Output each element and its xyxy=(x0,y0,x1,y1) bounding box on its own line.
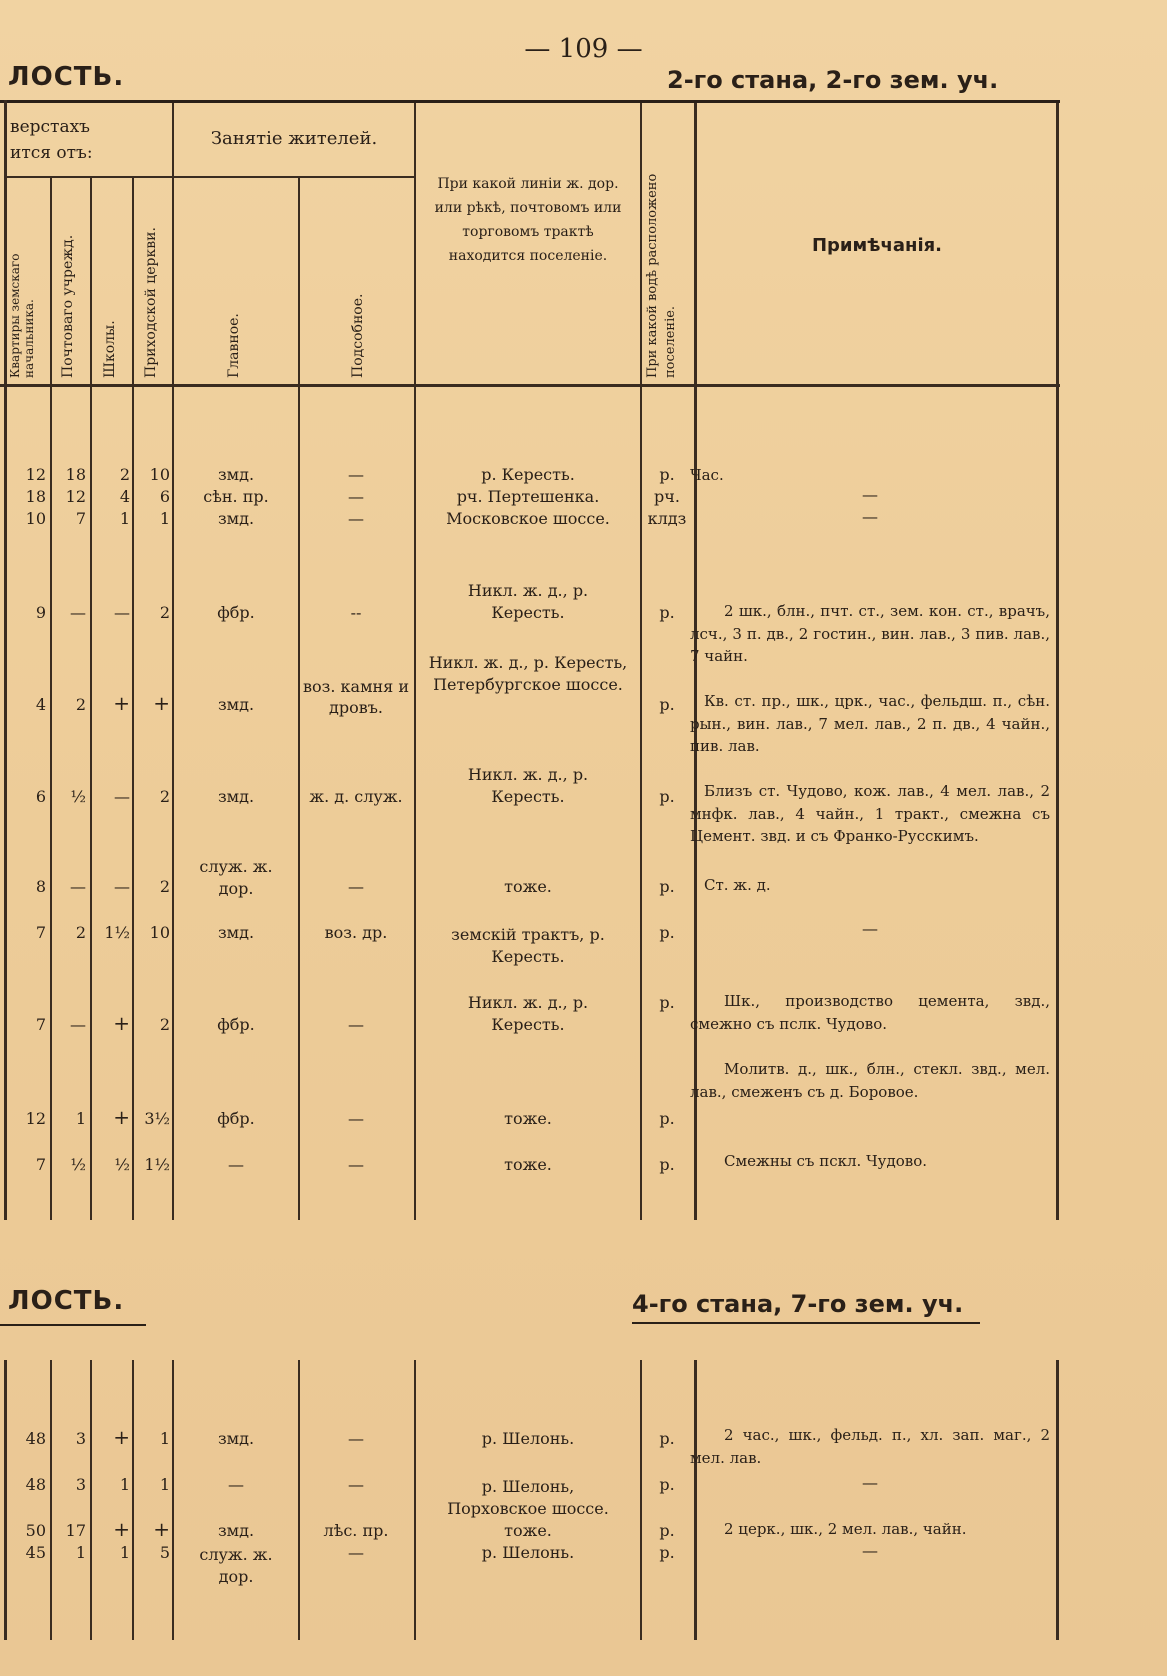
cell-line: тоже. xyxy=(504,1109,552,1128)
cell-pocht: 2 xyxy=(75,923,86,942)
cell-prih: 10 xyxy=(149,923,170,942)
cell-pocht: 1 xyxy=(75,1109,86,1128)
cell-prih: + xyxy=(153,1517,170,1541)
cell-water: клдз xyxy=(647,509,687,528)
cell-pocht: 17 xyxy=(65,1521,86,1540)
cell-shkol: 1 xyxy=(119,509,130,528)
col-divider xyxy=(172,1360,174,1640)
col-divider xyxy=(172,103,174,1220)
cell-pocht: 3 xyxy=(75,1429,86,1448)
section2-left-title: ЛОСТЬ. xyxy=(8,1286,125,1316)
section2-right-title: 4-го стана, 7-го зем. уч. xyxy=(632,1290,964,1318)
cell-water: р. xyxy=(659,603,675,622)
cell-kvart: 50 xyxy=(25,1521,46,1540)
cell-main: служ. ж. дор. xyxy=(199,1545,273,1586)
cell-water: р. xyxy=(659,695,675,714)
cell-line: Московское шоссе. xyxy=(446,509,610,528)
cell-sub: — xyxy=(348,1109,364,1128)
cell-kvart: 12 xyxy=(25,465,46,484)
cell-prih: 2 xyxy=(159,1015,170,1034)
cell-prih: 1 xyxy=(159,509,170,528)
cell-prih: 1½ xyxy=(144,1155,170,1174)
cell-pocht: 1 xyxy=(75,1543,86,1562)
section1-left-title: ЛОСТЬ. xyxy=(8,62,125,92)
cell-prih: 5 xyxy=(159,1543,170,1562)
cell-prih: 2 xyxy=(159,787,170,806)
cell-line: Никл. ж. д., р. Кересть. xyxy=(467,581,589,622)
cell-note: 2 час., шк., фельд. п., хл. зап. маг., 2 мел. лав. xyxy=(690,1426,1050,1467)
cell-prih: 1 xyxy=(159,1475,170,1494)
cell-water: р. xyxy=(659,1155,675,1174)
cell-main: сѣн. пр. xyxy=(203,487,269,506)
col-divider xyxy=(694,1360,697,1640)
cell-pocht: 18 xyxy=(65,465,86,484)
header-notes: Примѣчанія. xyxy=(811,235,943,256)
table-right-border xyxy=(1056,103,1059,1220)
cell-line: р. Шелонь. xyxy=(481,1543,575,1562)
cell-water: рч. xyxy=(654,487,680,506)
col-divider xyxy=(640,103,642,1220)
cell-note: Молитв. д., шк., блн., стекл. звд., мел. лав., смеженъ съ д. Боровое. xyxy=(690,1060,1050,1101)
cell-shkol: + xyxy=(113,1011,130,1035)
table-left-border xyxy=(4,100,7,1220)
cell-kvart: 48 xyxy=(25,1475,46,1494)
header-divider xyxy=(6,176,172,178)
col-divider xyxy=(640,1360,642,1640)
cell-pocht: — xyxy=(70,877,86,896)
cell-kvart: 18 xyxy=(25,487,46,506)
cell-main: змд. xyxy=(217,1521,255,1540)
header-distance-line2: ится отъ: xyxy=(10,143,93,163)
cell-main: змд. xyxy=(217,1429,255,1448)
cell-kvart: 45 xyxy=(25,1543,46,1562)
header-kvartiry: Квартиры земскаго начальника. xyxy=(8,253,36,378)
cell-pocht: — xyxy=(70,603,86,622)
header-occupation: Занятіе жителей. xyxy=(210,128,378,149)
cell-main: служ. ж. дор. xyxy=(199,857,273,898)
cell-line: р. Кересть. xyxy=(481,465,575,484)
cell-note: Близъ ст. Чудово, кож. лав., 4 мел. лав., 2 мнфк. лав., 4 чайн., 1 тракт., смежна съ Цемент. звд. и съ Франко-Русскимъ. xyxy=(690,782,1050,845)
cell-line: тоже. xyxy=(504,877,552,896)
cell-main: змд. xyxy=(217,509,255,528)
cell-note: — xyxy=(862,1473,878,1492)
cell-line: Никл. ж. д., р. Кересть, Петербургское шоссе. xyxy=(428,653,628,694)
cell-kvart: 4 xyxy=(35,695,46,714)
section1-top-rule xyxy=(0,100,1060,103)
cell-kvart: 7 xyxy=(35,1155,46,1174)
cell-note: — xyxy=(862,507,878,526)
cell-sub: — xyxy=(348,1429,364,1448)
cell-water: р. xyxy=(659,993,675,1012)
col-divider xyxy=(50,1360,52,1640)
cell-note: Кв. ст. пр., шк., црк., час., фельдш. п., сѣн. рын., вин. лав., 7 мел. лав., 2 п. дв., 4 чайн., пив. лав. xyxy=(690,692,1050,755)
cell-note: Час. xyxy=(690,466,724,484)
cell-sub: лѣс. пр. xyxy=(323,1521,389,1540)
cell-shkol: — xyxy=(114,603,130,622)
header-shkoly: Школы. xyxy=(102,320,118,378)
cell-main: — xyxy=(228,1475,244,1494)
cell-prih: 2 xyxy=(159,603,170,622)
cell-prih: + xyxy=(153,691,170,715)
cell-sub: воз. камня и дровъ. xyxy=(302,677,410,717)
header-prihodskoi: Приходской церкви. xyxy=(143,227,159,378)
table2-right-border xyxy=(1056,1360,1059,1640)
header-pochtovago: Почтоваго учрежд. xyxy=(60,234,76,378)
cell-note: 2 шк., блн., пчт. ст., зем. кон. ст., врачъ, лсч., 3 п. дв., 2 гостин., вин. лав., 3 пив. лав., 7 чайн. xyxy=(690,602,1050,665)
cell-main: змд. xyxy=(217,695,255,714)
cell-kvart: 10 xyxy=(25,509,46,528)
cell-shkol: 1 xyxy=(119,1543,130,1562)
cell-pocht: 2 xyxy=(75,695,86,714)
cell-shkol: 4 xyxy=(119,487,130,506)
page-number: — 109 — xyxy=(524,34,643,64)
header-line: При какой линіи ж. дор. или рѣкѣ, почтовомъ или торговомъ трактѣ находится поселеніе. xyxy=(434,176,622,264)
cell-prih: 3½ xyxy=(144,1109,170,1128)
cell-note: — xyxy=(862,485,878,504)
cell-main: змд. xyxy=(217,787,255,806)
cell-note: — xyxy=(862,1541,878,1560)
cell-water: р. xyxy=(659,1521,675,1540)
table2-left-border xyxy=(4,1360,7,1640)
col-divider xyxy=(414,103,416,1220)
cell-note: 2 церк., шк., 2 мел. лав., чайн. xyxy=(724,1520,967,1538)
cell-main: фбр. xyxy=(217,1109,255,1128)
cell-kvart: 12 xyxy=(25,1109,46,1128)
cell-shkol: + xyxy=(113,691,130,715)
cell-pocht: — xyxy=(70,1015,86,1034)
header-distance-line1: верстахъ xyxy=(10,117,90,137)
cell-water: р. xyxy=(659,923,675,942)
header-water: При какой водѣ расположено поселеніе. xyxy=(645,173,678,378)
section2-left-rule xyxy=(0,1324,146,1326)
cell-kvart: 48 xyxy=(25,1429,46,1448)
header-glavnoe: Главное. xyxy=(226,313,242,378)
cell-shkol: ½ xyxy=(114,1155,130,1174)
cell-sub: — xyxy=(348,509,364,528)
cell-water: р. xyxy=(659,1429,675,1448)
cell-sub: — xyxy=(348,1015,364,1034)
header-bottom-rule xyxy=(0,384,1060,387)
cell-water: р. xyxy=(659,465,675,484)
col-divider xyxy=(132,1360,134,1640)
cell-sub: — xyxy=(348,487,364,506)
cell-main: фбр. xyxy=(217,603,255,622)
cell-prih: 2 xyxy=(159,877,170,896)
cell-shkol: — xyxy=(114,877,130,896)
cell-water: р. xyxy=(659,787,675,806)
cell-sub: — xyxy=(348,1543,364,1562)
cell-water: р. xyxy=(659,1475,675,1494)
cell-pocht: 12 xyxy=(65,487,86,506)
cell-sub: -- xyxy=(350,603,362,622)
cell-kvart: 7 xyxy=(35,923,46,942)
cell-line: рч. Пертешенка. xyxy=(456,487,600,506)
col-divider xyxy=(90,1360,92,1640)
cell-pocht: ½ xyxy=(70,787,86,806)
cell-sub: — xyxy=(348,1155,364,1174)
cell-shkol: + xyxy=(113,1517,130,1541)
cell-water: р. xyxy=(659,1543,675,1562)
cell-shkol: 1 xyxy=(119,1475,130,1494)
cell-note: Шк., производство цемента, звд., смежно съ пслк. Чудово. xyxy=(690,992,1050,1033)
cell-note: Смежны съ пскл. Чудово. xyxy=(724,1152,928,1170)
cell-water: р. xyxy=(659,1109,675,1128)
col-divider xyxy=(414,1360,416,1640)
cell-shkol: 2 xyxy=(119,465,130,484)
cell-main: — xyxy=(228,1155,244,1174)
cell-main: фбр. xyxy=(217,1015,255,1034)
cell-line: Никл. ж. д., р. Кересть. xyxy=(467,993,589,1034)
section2-right-rule xyxy=(632,1322,980,1324)
cell-sub: ж. д. служ. xyxy=(309,787,403,806)
cell-note: Ст. ж. д. xyxy=(704,876,771,894)
cell-prih: 10 xyxy=(149,465,170,484)
cell-sub: воз. др. xyxy=(324,923,388,942)
cell-prih: 1 xyxy=(159,1429,170,1448)
cell-pocht: 3 xyxy=(75,1475,86,1494)
cell-shkol: + xyxy=(113,1105,130,1129)
cell-pocht: ½ xyxy=(70,1155,86,1174)
cell-line: тоже. xyxy=(504,1155,552,1174)
cell-kvart: 9 xyxy=(35,603,46,622)
cell-line: тоже. xyxy=(504,1521,552,1540)
cell-sub: — xyxy=(348,1475,364,1494)
cell-water: р. xyxy=(659,877,675,896)
cell-main: змд. xyxy=(217,465,255,484)
header-divider xyxy=(172,176,414,178)
header-podsobnoe: Подсобное. xyxy=(350,293,366,378)
cell-kvart: 7 xyxy=(35,1015,46,1034)
cell-line: р. Шелонь. xyxy=(481,1429,575,1448)
cell-shkol: — xyxy=(114,787,130,806)
col-divider xyxy=(298,1360,300,1640)
cell-line: р. Шелонь, Порховское шоссе. xyxy=(447,1477,609,1518)
cell-line: земскій трактъ, р. Кересть. xyxy=(451,925,605,966)
cell-kvart: 6 xyxy=(35,787,46,806)
cell-kvart: 8 xyxy=(35,877,46,896)
cell-pocht: 7 xyxy=(75,509,86,528)
cell-prih: 6 xyxy=(159,487,170,506)
cell-note: — xyxy=(862,919,878,938)
cell-shkol: 1½ xyxy=(104,923,130,942)
cell-shkol: + xyxy=(113,1425,130,1449)
cell-line: Никл. ж. д., р. Кересть. xyxy=(467,765,589,806)
cell-sub: — xyxy=(348,877,364,896)
cell-main: змд. xyxy=(217,923,255,942)
cell-sub: — xyxy=(348,465,364,484)
section1-right-title: 2-го стана, 2-го зем. уч. xyxy=(667,66,999,94)
